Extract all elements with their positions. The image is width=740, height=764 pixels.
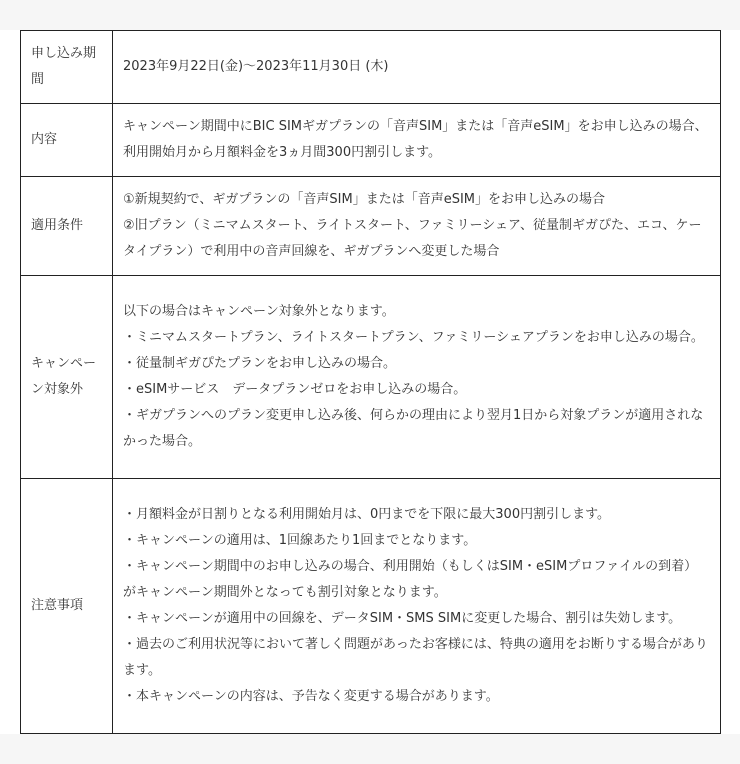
note-item-3: ・キャンペーン期間中のお申し込みの場合、利用開始（もしくはSIM・eSIMプロファイルの到着）がキャンペーン期間外となっても割引対象となります。 bbox=[123, 559, 698, 600]
condition-item-1: ①新規契約で、ギガプランの「音声SIM」または「音声eSIM」をお申し込みの場合 bbox=[123, 192, 605, 207]
exclusion-item-4: ・ギガプランへのプラン変更申し込み後、何らかの理由により翌月1日から対象プランが適用されなかった場合。 bbox=[123, 408, 704, 449]
table-row-notes bbox=[21, 479, 721, 734]
table-row-content bbox=[21, 104, 721, 177]
campaign-details-table bbox=[20, 30, 721, 734]
exclusion-item-3: ・eSIMサービス データプランゼロをお申し込みの場合。 bbox=[123, 382, 467, 397]
bottom-background-band bbox=[0, 734, 740, 764]
row-label-content: 内容 bbox=[21, 104, 113, 177]
condition-item-2: ②旧プラン（ミニマムスタート、ライトスタート、ファミリーシェア、従量制ギガぴた、エコ、ケータイプラン）で利用中の音声回線を、ギガプランへ変更した場合 bbox=[123, 218, 702, 259]
table-row-application-period bbox=[21, 31, 721, 104]
row-label-notes: 注意事項 bbox=[21, 479, 113, 734]
table-row-conditions bbox=[21, 177, 721, 276]
row-label-application-period: 申し込み期間 bbox=[21, 31, 113, 104]
content-text: キャンペーン期間中にBIC SIMギガプランの「音声SIM」または「音声eSIM」をお申し込みの場合、利用開始月から月額料金を3ヵ月間300円割引します。 bbox=[123, 119, 708, 160]
note-item-6: ・本キャンペーンの内容は、予告なく変更する場合があります。 bbox=[123, 689, 499, 704]
row-label-exclusions: キャンペーン対象外 bbox=[21, 276, 113, 479]
row-value-notes bbox=[113, 479, 721, 734]
row-value-exclusions bbox=[113, 276, 721, 479]
row-value-application-period bbox=[113, 31, 721, 104]
note-item-2: ・キャンペーンの適用は、1回線あたり1回までとなります。 bbox=[123, 533, 477, 548]
exclusion-item-2: ・従量制ギガぴたプランをお申し込みの場合。 bbox=[123, 356, 397, 371]
note-item-1: ・月額料金が日割りとなる利用開始月は、0円までを下限に最大300円割引します。 bbox=[123, 507, 611, 522]
note-item-4: ・キャンペーンが適用中の回線を、データSIM・SMS SIMに変更した場合、割引は失効します。 bbox=[123, 611, 682, 626]
top-background-band bbox=[0, 0, 740, 30]
period-text: 2023年9月22日(金)〜2023年11月30日 (木) bbox=[123, 59, 389, 74]
note-item-5: ・過去のご利用状況等において著しく問題があったお客様には、特典の適用をお断りする場合があります。 bbox=[123, 637, 708, 678]
row-value-content bbox=[113, 104, 721, 177]
table-row-exclusions bbox=[21, 276, 721, 479]
exclusion-intro: 以下の場合はキャンペーン対象外となります。 bbox=[123, 304, 395, 319]
row-value-conditions bbox=[113, 177, 721, 276]
exclusion-item-1: ・ミニマムスタートプラン、ライトスタートプラン、ファミリーシェアプランをお申し込みの場合。 bbox=[123, 330, 704, 345]
row-label-conditions: 適用条件 bbox=[21, 177, 113, 276]
